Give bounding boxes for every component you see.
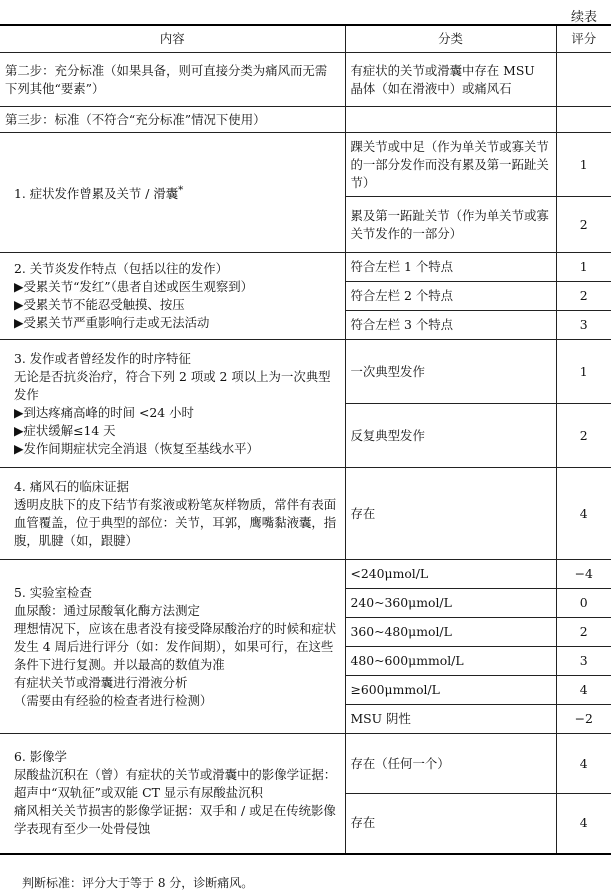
s3-score-0: 1 (556, 340, 611, 404)
s2-criterion: 2. 关节炎发作特点（包括以往的发作） ▶受累关节“发红”（患者自述或医生观察到） ▶受累关节不能忍受触摸、按压 ▶受累关节严重影响行走或无法活动 (0, 253, 345, 340)
gout-classification-table (0, 24, 611, 855)
s5-cat-5: MSU 阴性 (345, 705, 556, 734)
table-header-row (0, 25, 611, 53)
s2-cat-0: 符合左栏 1 个特点 (345, 253, 556, 282)
s1-title: 1. 症状发作曾累及关节 / 滑囊 (14, 186, 179, 202)
step3-criterion: 第三步：标准（不符合“充分标准”情况下使用） (0, 107, 345, 133)
s1-score-1: 2 (556, 197, 611, 253)
s5-score-1: 0 (556, 589, 611, 618)
header-score: 评分 (556, 25, 611, 53)
s1-cat-0: 踝关节或中足（作为单关节或寡关节的一部分发作而没有累及第一跖趾关节） (345, 133, 556, 197)
table-row (0, 468, 611, 560)
s3-score-1: 2 (556, 404, 611, 468)
s5-score-4: 4 (556, 676, 611, 705)
s4-score-0: 4 (556, 468, 611, 560)
step2-criterion: 第二步：充分标准（如果具备，则可直接分类为痛风而无需下列其他“要素”） (0, 53, 345, 107)
s5-cat-1: 240~360μmol/L (345, 589, 556, 618)
s6-score-1: 4 (556, 794, 611, 854)
s6-score-0: 4 (556, 734, 611, 794)
continued-label: 续表 (570, 10, 597, 25)
table-row (0, 560, 611, 589)
table-row (0, 340, 611, 404)
table-row (0, 133, 611, 197)
s1-star: * (178, 184, 184, 197)
header-content: 内容 (0, 25, 345, 53)
s5-cat-2: 360~480μmol/L (345, 618, 556, 647)
table-row (0, 734, 611, 794)
s1-cat-1: 累及第一跖趾关节（作为单关节或寡关节发作的一部分） (345, 197, 556, 253)
s2-cat-2: 符合左栏 3 个特点 (345, 311, 556, 340)
s3-cat-0: 一次典型发作 (345, 340, 556, 404)
s5-score-2: 2 (556, 618, 611, 647)
step2-score (556, 53, 611, 107)
s6-criterion: 6. 影像学 尿酸盐沉积在（曾）有症状的关节或滑囊中的影像学证据：超声中“双轨征”或双能 CT 显示有尿酸盐沉积 痛风相关关节损害的影像学证据：双手和 / 或足在传统影像学表现有至少一处骨侵蚀 (0, 734, 345, 854)
s2-score-1: 2 (556, 282, 611, 311)
s1-criterion (0, 133, 345, 253)
s2-score-2: 3 (556, 311, 611, 340)
s1-score-0: 1 (556, 133, 611, 197)
s3-cat-1: 反复典型发作 (345, 404, 556, 468)
s3-criterion: 3. 发作或者曾经发作的时序特征 无论是否抗炎治疗，符合下列 2 项或 2 项以上为一次典型发作 ▶到达疼痛高峰的时间 <24 小时 ▶症状缓解≤14 天 ▶发作间期症状完全消退（恢复至基线水平） (0, 340, 345, 468)
s5-criterion: 5. 实验室检查 血尿酸：通过尿酸氧化酶方法测定 理想情况下，应该在患者没有接受降尿酸治疗的时候和症状发生 4 周后进行评分（如：发作间期），如果可行，在这些条件下进行复测。并以最高的数值为准 有症状关节或滑囊进行滑液分析 （需要由有经验的检查者进行检测） (0, 560, 345, 734)
s2-cat-1: 符合左栏 2 个特点 (345, 282, 556, 311)
s5-cat-0: <240μmol/L (345, 560, 556, 589)
s4-cat-0: 存在 (345, 468, 556, 560)
s5-score-3: 3 (556, 647, 611, 676)
s2-score-0: 1 (556, 253, 611, 282)
header-category: 分类 (345, 25, 556, 53)
s6-cat-0: 存在（任何一个） (345, 734, 556, 794)
table-row (0, 107, 611, 133)
table-row (0, 53, 611, 107)
s5-cat-4: ≥600μmmol/L (345, 676, 556, 705)
step2-category: 有症状的关节或滑囊中存在 MSU 晶体（如在滑液中）或痛风石 (345, 53, 556, 107)
footnote: 判断标准：评分大于等于 8 分，诊断痛风。 (22, 876, 254, 890)
s5-cat-3: 480~600μmmol/L (345, 647, 556, 676)
s6-cat-1: 存在 (345, 794, 556, 854)
s5-score-0: −4 (556, 560, 611, 589)
s5-score-5: −2 (556, 705, 611, 734)
table-row (0, 253, 611, 282)
s4-criterion: 4. 痛风石的临床证据 透明皮肤下的皮下结节有浆液或粉笔灰样物质，常伴有表面血管覆盖，位于典型的部位：关节，耳郭，鹰嘴黏液囊，指腹，肌腱（如，跟腱） (0, 468, 345, 560)
